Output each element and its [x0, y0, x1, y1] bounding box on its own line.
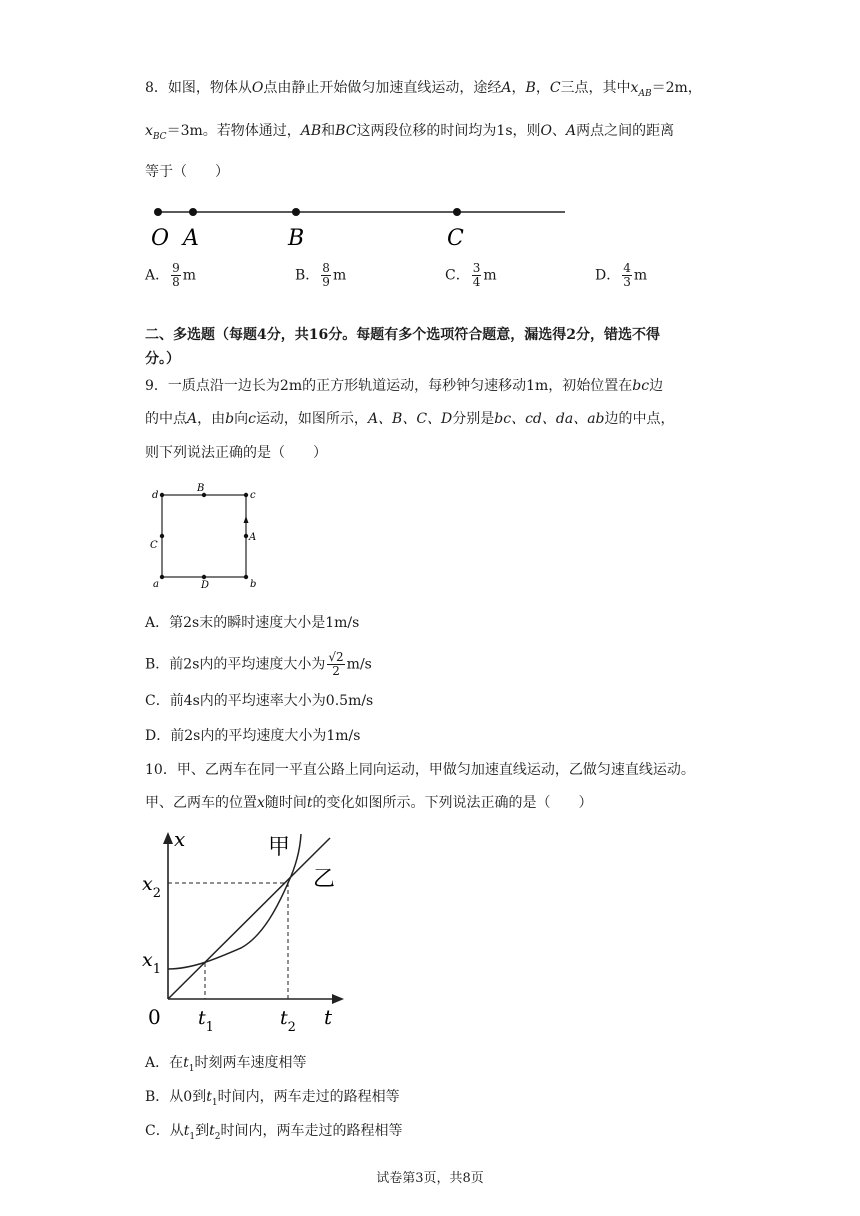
- q10-number: 10．: [145, 762, 177, 778]
- q8-text: 如图，物体从: [167, 80, 252, 96]
- q9-option-b-text: B．前2s内的平均速度大小为: [145, 656, 326, 673]
- denominator: 9: [322, 275, 330, 289]
- q9-text: 则下列说法正确的是（ ）: [145, 445, 327, 461]
- q8-option-a: [145, 262, 196, 289]
- q9-text: 向: [234, 411, 249, 427]
- q8-point-o: O: [251, 80, 264, 96]
- q8-dot-c: [453, 208, 461, 216]
- label-t2: $t_2$: [280, 1007, 296, 1035]
- q9-dot-b: [244, 575, 248, 579]
- q10-var-x: x: [257, 795, 265, 811]
- q10-option-text: 时间内，两车走过的路程相等: [217, 1089, 400, 1105]
- q9-text: 边: [649, 378, 664, 394]
- q8-xbc: x: [145, 123, 153, 139]
- q8-option-c: [445, 262, 497, 289]
- option-letter: A．: [145, 267, 170, 284]
- label-origin: 0: [148, 1005, 161, 1029]
- numerator: √2: [328, 650, 344, 664]
- x-axis-arrow-icon: [332, 994, 344, 1004]
- fraction: [171, 262, 181, 289]
- q8-dot-o: [154, 208, 162, 216]
- q9-corner-c: c: [248, 411, 256, 427]
- q8-point-a: A: [501, 80, 512, 96]
- section-heading-2: [145, 349, 180, 369]
- q8-xab: x: [630, 80, 639, 96]
- q9-square-figure: [145, 480, 275, 592]
- q8-point-b: B: [525, 80, 536, 96]
- q10-option-text: 到: [195, 1123, 210, 1139]
- curve-yi: [168, 838, 330, 999]
- q8-label-a: A: [183, 226, 199, 251]
- q9-label-C: C: [150, 540, 158, 551]
- label-yi: 乙: [313, 867, 336, 892]
- q9-line-1: [145, 376, 663, 396]
- q10-option-c: [145, 1121, 402, 1147]
- q9-dot-d: [160, 493, 164, 497]
- q8-xab-value: ＝2m，: [651, 80, 702, 96]
- label-jia: 甲: [268, 835, 291, 860]
- q9-text: ，由: [197, 411, 226, 427]
- arrow-up-icon: [244, 516, 249, 523]
- q8-xbc-sub: BC: [152, 132, 167, 142]
- q10-text: 甲、乙两车的位置: [145, 795, 257, 811]
- q8-text: ，: [535, 80, 550, 96]
- q9-option-b: [145, 651, 372, 678]
- q8-segment-bc: BC: [335, 123, 357, 139]
- q9-label-a: a: [153, 579, 159, 590]
- q8-xbc-value: ＝3m: [166, 123, 203, 139]
- q8-number: 8．: [145, 80, 168, 96]
- denominator: 2: [332, 664, 340, 678]
- q8-dot-a: [189, 208, 197, 216]
- q8-text: ，: [511, 80, 526, 96]
- q10-sub: 2: [214, 1132, 221, 1142]
- q10-xt-graph: [138, 826, 353, 1036]
- q9-text: 分别是: [452, 411, 495, 427]
- q10-var-t: t: [183, 1055, 189, 1071]
- option-letter: B．: [295, 267, 320, 284]
- q8-text: 两点之间的距离: [576, 123, 675, 139]
- q10-text: 随时间: [264, 795, 307, 811]
- q8-label-b: B: [288, 226, 305, 251]
- unit: m: [483, 267, 497, 284]
- q8-text: 三点，其中: [560, 80, 631, 96]
- q8-text: 、: [552, 123, 567, 139]
- q8-text: 等于（ ）: [145, 164, 229, 180]
- q10-option-text: 时间内，两车走过的路程相等: [220, 1123, 403, 1139]
- denominator: 3: [623, 275, 631, 289]
- q9-label-A: A: [249, 532, 257, 543]
- numerator: 3: [472, 261, 481, 275]
- q8-line-1: [145, 78, 702, 104]
- q9-label-d: d: [152, 490, 159, 501]
- q9-edges: bc、cd、da、ab: [494, 411, 605, 427]
- q10-option-a: [145, 1053, 307, 1079]
- q9-number: 9．: [145, 378, 168, 394]
- q9-label-c: c: [250, 490, 256, 501]
- q9-option-a-text: A．第2s末的瞬时速度大小是1m/s: [145, 615, 360, 631]
- unit: m: [633, 267, 648, 284]
- q8-xab-sub: AB: [638, 89, 652, 99]
- q9-text: 的中点: [145, 411, 187, 427]
- label-x2: $x_2$: [142, 873, 161, 901]
- q9-line-3: [145, 443, 327, 463]
- denominator: 8: [172, 275, 180, 289]
- unit: m: [182, 267, 197, 284]
- q8-text: 和: [321, 123, 336, 139]
- q9-dot-A: [244, 534, 248, 538]
- q8-segment-ab: AB: [300, 123, 322, 139]
- q9-dot-C: [160, 534, 164, 538]
- q8-text: 这两段位移的时间均为1s，则: [356, 123, 541, 139]
- q8-option-d: [595, 262, 647, 289]
- section-heading-line-1: 二、多选题（每题4分，共16分。每题有多个选项符合题意，漏选得2分，错选不得: [145, 327, 660, 343]
- q10-text: 的变化如图所示。下列说法正确的是（ ）: [312, 795, 593, 811]
- q9-option-d-text: D．前2s内的平均速度大小为1m/s: [145, 728, 361, 744]
- q10-sub: 1: [211, 1098, 218, 1108]
- q9-points: A、B、C、D: [367, 411, 453, 427]
- q8-point-o: O: [540, 123, 553, 139]
- q10-var-t: t: [206, 1089, 212, 1105]
- q9-corner-b: b: [225, 411, 235, 427]
- q10-option-text: B．从0到: [145, 1089, 207, 1105]
- q10-line-2: [145, 793, 593, 813]
- q10-var-t: t: [306, 795, 313, 811]
- q10-option-b: [145, 1087, 400, 1113]
- section-heading-line-2: 分。）: [145, 351, 180, 367]
- q9-text: 边的中点，: [604, 411, 675, 427]
- q8-figure: [145, 198, 575, 252]
- page-footer: 试卷第3页，共8页: [376, 1171, 484, 1186]
- q9-label-b: b: [250, 579, 257, 590]
- q9-option-c: [145, 691, 373, 711]
- fraction: [622, 262, 632, 289]
- q9-label-D: D: [201, 580, 210, 591]
- q10-option-text: A．在: [145, 1055, 184, 1071]
- q9-dot-a: [160, 575, 164, 579]
- label-x1: $x_1$: [142, 949, 161, 977]
- q8-point-c: C: [549, 80, 561, 96]
- q9-dot-c: [244, 493, 248, 497]
- q9-dot-D: [202, 575, 206, 579]
- q8-line-2: [145, 121, 674, 147]
- q8-label-c: C: [447, 226, 464, 251]
- q10-line-1: [145, 760, 695, 780]
- label-t-axis: t: [324, 1005, 333, 1029]
- unit: m: [332, 267, 347, 284]
- q8-dot-b: [292, 208, 300, 216]
- q9-option-a: [145, 613, 359, 633]
- numerator: 8: [322, 261, 330, 275]
- q9-option-d: [145, 726, 360, 746]
- q9-point-a: A: [187, 411, 198, 427]
- q10-sub: 1: [188, 1064, 195, 1074]
- denominator: 4: [472, 275, 481, 289]
- q9-label-B: B: [197, 483, 205, 494]
- q9-line-2: [145, 409, 675, 429]
- unit: m/s: [346, 656, 372, 673]
- q9-square: [162, 495, 246, 577]
- q8-line-3: [145, 162, 229, 182]
- q8-label-o: O: [151, 226, 170, 251]
- q10-option-text: 时刻两车速度相等: [194, 1055, 307, 1071]
- q8-text: 点由静止开始做匀加速直线运动，途经: [263, 80, 502, 96]
- numerator: 4: [623, 261, 631, 275]
- option-letter: C．: [445, 267, 470, 284]
- y-axis-arrow-icon: [163, 832, 173, 844]
- q8-text: 。若物体通过，: [202, 123, 301, 139]
- q9-text: 一质点沿一边长为2m的正方形轨道运动，每秒钟匀速移动1m，初始位置在: [167, 378, 633, 394]
- numerator: 9: [172, 261, 180, 275]
- q10-text: 甲、乙两车在同一平直公路上同向运动，甲做匀加速直线运动，乙做匀速直线运动。: [176, 762, 695, 778]
- fraction: [472, 262, 482, 289]
- q8-point-a: A: [566, 123, 577, 139]
- fraction: [321, 262, 331, 289]
- fraction: [327, 651, 344, 678]
- q9-edge-bc: bc: [632, 378, 650, 394]
- q9-option-c-text: C．前4s内的平均速率大小为0.5m/s: [145, 693, 374, 709]
- label-x-axis: x: [174, 827, 186, 851]
- q9-text: 运动，如图所示，: [255, 411, 368, 427]
- q10-var-t: t: [183, 1123, 190, 1139]
- q8-option-b: [295, 262, 346, 289]
- q10-var-t: t: [209, 1123, 215, 1139]
- label-t1: $t_1$: [198, 1007, 214, 1035]
- section-heading: [145, 325, 660, 345]
- q10-option-text: C．从: [145, 1123, 184, 1139]
- q10-sub: 1: [189, 1132, 196, 1142]
- option-letter: D．: [595, 267, 621, 284]
